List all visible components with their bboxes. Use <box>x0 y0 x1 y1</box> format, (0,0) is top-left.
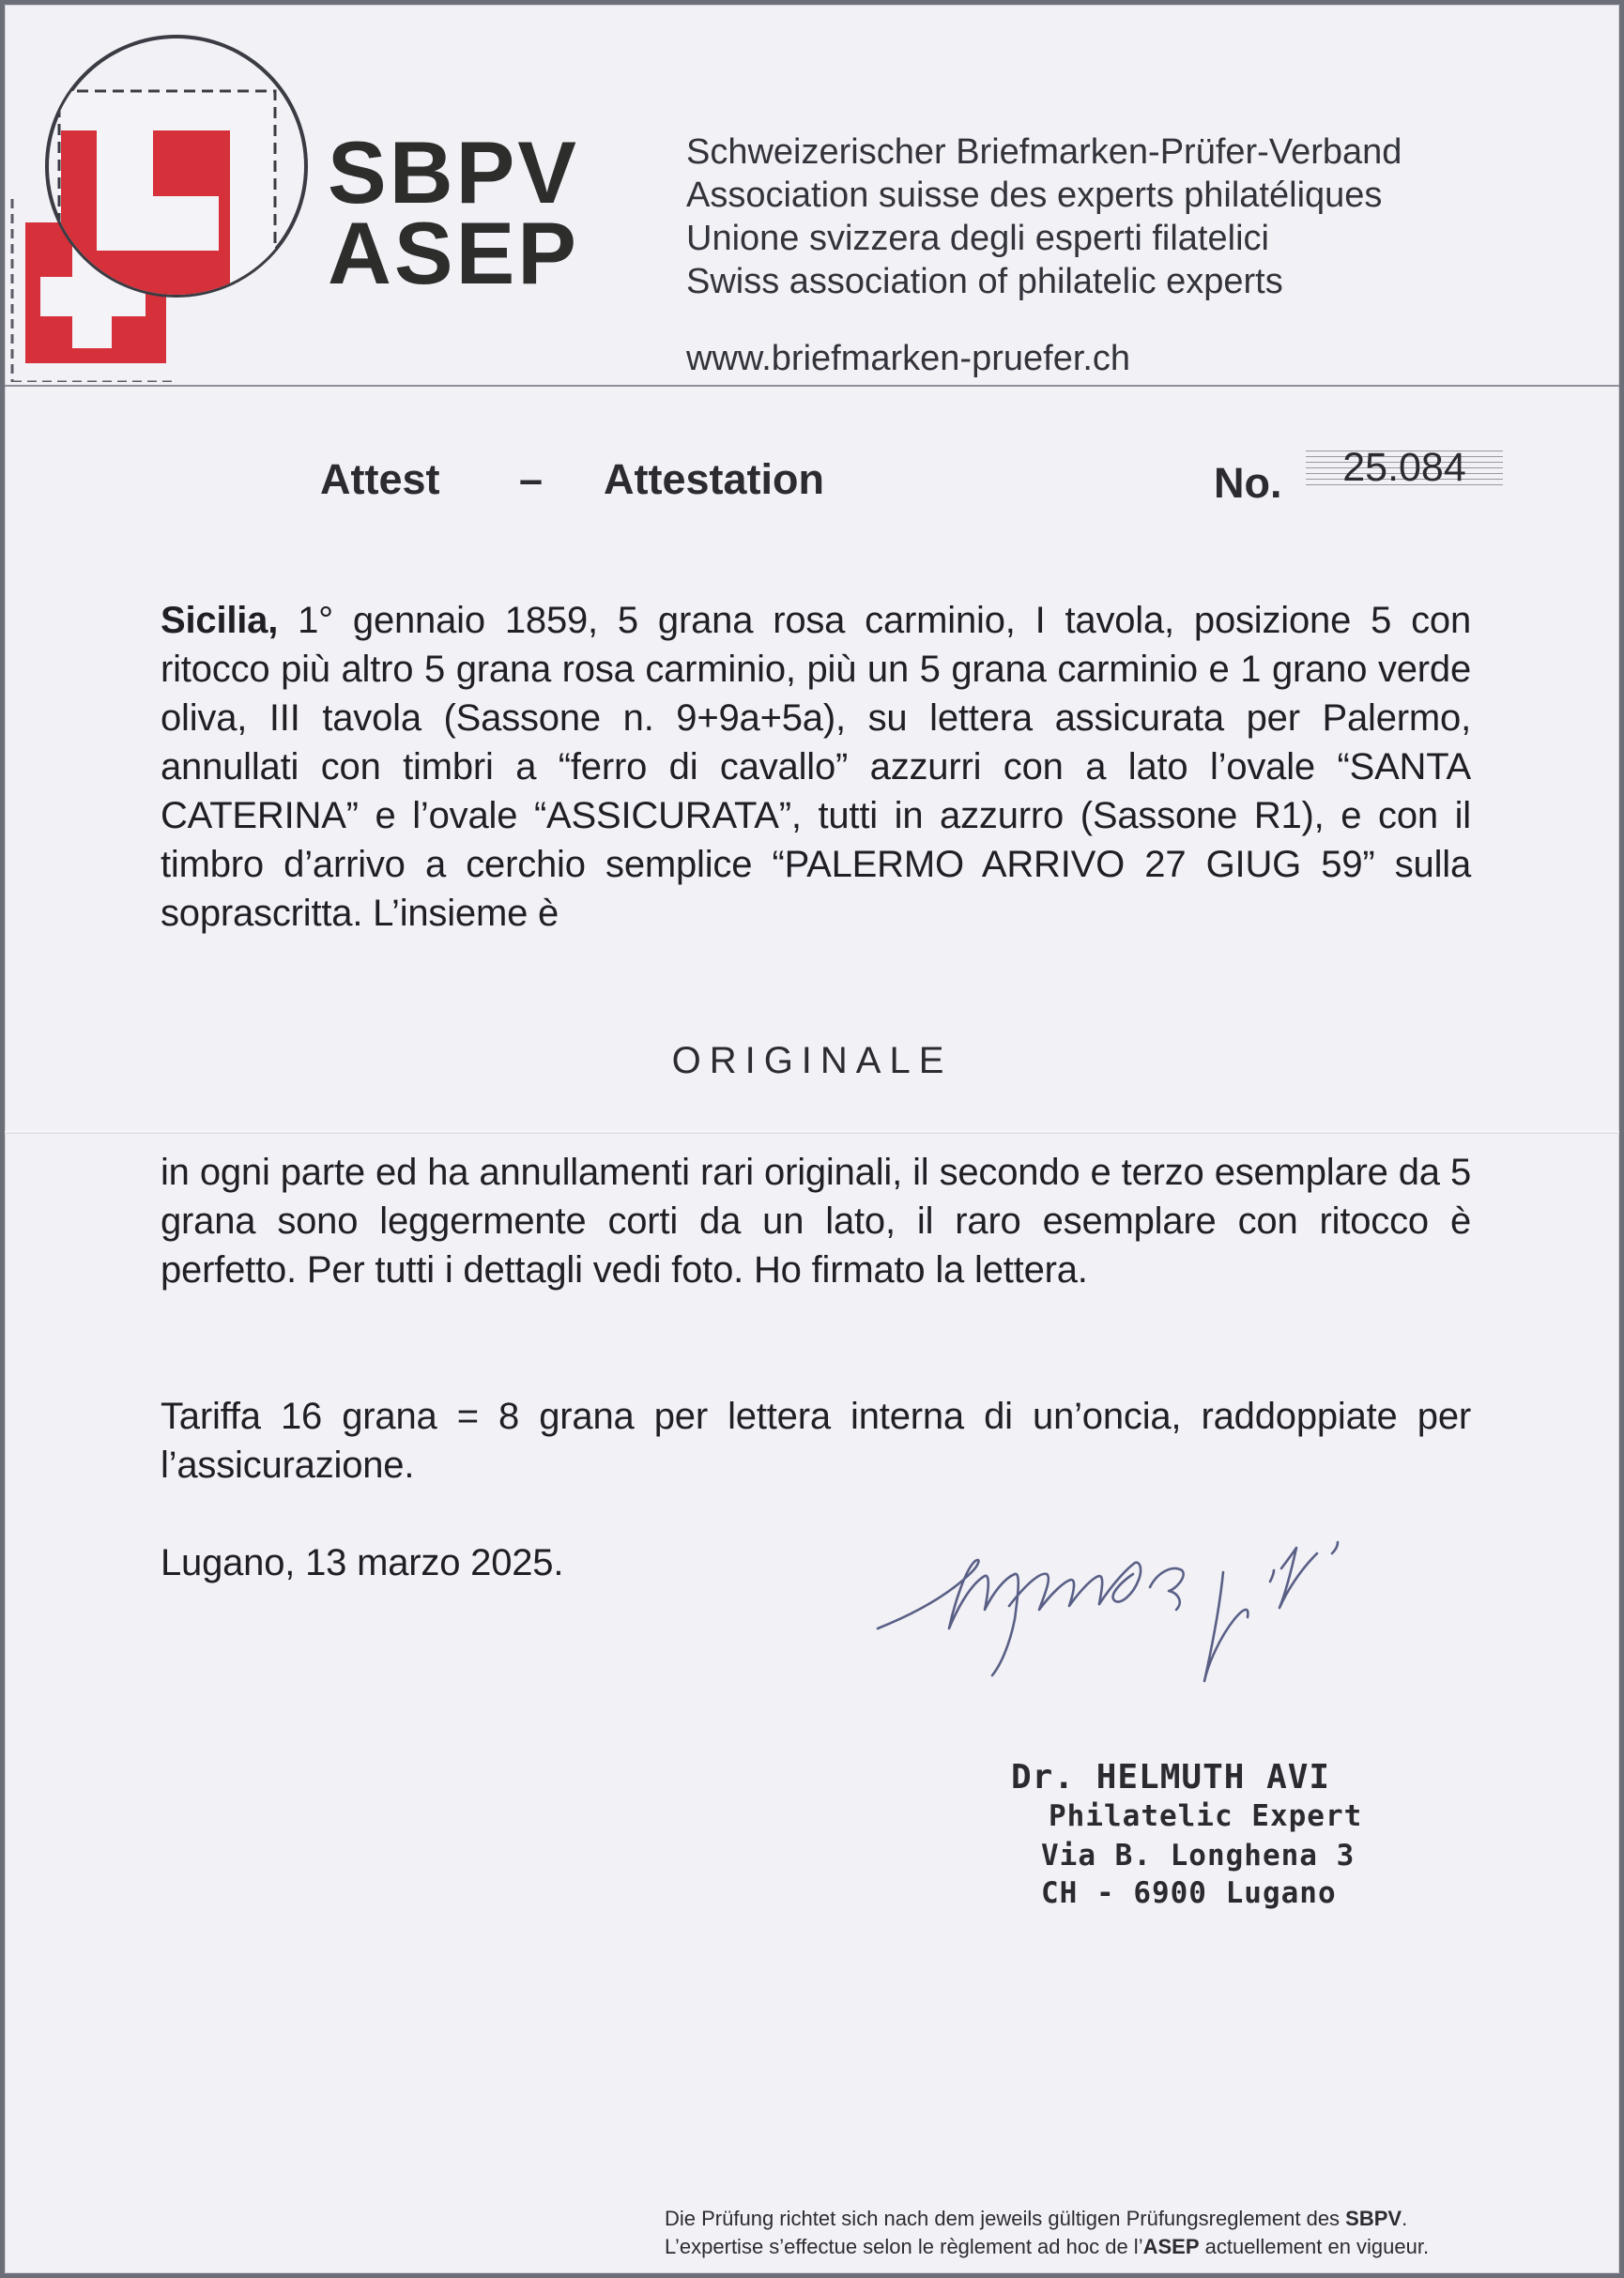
certificate-number-label: No. <box>1214 459 1282 507</box>
footer-line-de <box>665 2205 1407 2233</box>
association-name-en: Swiss association of philatelic experts <box>686 262 1283 301</box>
tariff-paragraph: Tariffa 16 grana = 8 grana per lettera interna di un’oncia, raddoppiate per l’assicurazione. <box>161 1396 1471 1486</box>
swiss-cross-stamp-logo <box>5 25 314 382</box>
handwritten-signature <box>868 1516 1394 1704</box>
association-name-de: Schweizerischer Briefmarken-Prüfer-Verband <box>686 132 1402 172</box>
footer-line-fr <box>665 2233 1429 2261</box>
brand-asep: ASEP <box>328 204 579 302</box>
title-attestation: Attestation <box>604 455 824 503</box>
stamp-street: Via B. Longhena 3 <box>1041 1839 1356 1873</box>
footer-line-fr-text: L’expertise s’effectue selon le règlement ad hoc de l’ <box>665 2235 1143 2258</box>
header-divider <box>5 385 1619 387</box>
stamp-role: Philatelic Expert <box>1049 1799 1363 1833</box>
description-lead: Sicilia, <box>161 600 279 641</box>
paper-fold-line <box>5 1131 1619 1134</box>
place-date: Lugano, 13 marzo 2025. <box>161 1542 564 1583</box>
description-paragraph <box>161 596 1471 938</box>
stamp-city: CH - 6900 Lugano <box>1041 1876 1337 1910</box>
title-attest: Attest <box>320 455 440 503</box>
verdict-heading: ORIGINALE <box>671 1040 953 1081</box>
certificate-number: 25.084 <box>1306 446 1503 489</box>
footer-line-de-bold: SBPV <box>1345 2207 1402 2230</box>
title-dash: – <box>519 455 544 503</box>
footer-line-fr-bold: ASEP <box>1142 2235 1200 2258</box>
website-link[interactable]: www.briefmarken-pruefer.ch <box>686 339 1131 378</box>
association-name-fr: Association suisse des experts philatéliques <box>686 176 1383 215</box>
description-text: 1° gennaio 1859, 5 grana rosa carminio, I tavola, posizione 5 con ritocco più altro 5 grana rosa carminio, più un 5 grana carminio e 1 grano verde oliva, III tavola (Sassone n. 9+9a+5a), su lettera assicurata per Palermo, annullati con timbri a “ferro di cavallo” azzurri con a lato l’ovale “SANTA CATERINA” e l’ovale “ASSICURATA”, tutti in azzurro (Sassone R1), e con il timbro d’arrivo a cerchio semplice “PALERMO ARRIVO 27 GIUG 59” sulla soprascritta. L’insieme è <box>161 600 1471 934</box>
footer-line-de-end: . <box>1402 2207 1408 2230</box>
footer-line-fr-end: actuellement en vigueur. <box>1199 2235 1430 2258</box>
association-name-it: Unione svizzera degli esperti filatelici <box>686 219 1269 258</box>
stamp-name: Dr. HELMUTH AVI <box>1011 1758 1331 1796</box>
footer-line-de-text: Die Prüfung richtet sich nach dem jeweils gültigen Prüfungsreglement des <box>665 2207 1346 2230</box>
certificate-sheet <box>5 5 1619 2273</box>
brand-sbpv: SBPV <box>328 123 579 222</box>
condition-paragraph: in ogni parte ed ha annullamenti rari originali, il secondo e terzo esemplare da 5 grana sono leggermente corti da un lato, il raro esemplare con ritocco è perfetto. Per tutti i dettagli vedi foto. Ho firmato la lettera. <box>161 1152 1471 1291</box>
